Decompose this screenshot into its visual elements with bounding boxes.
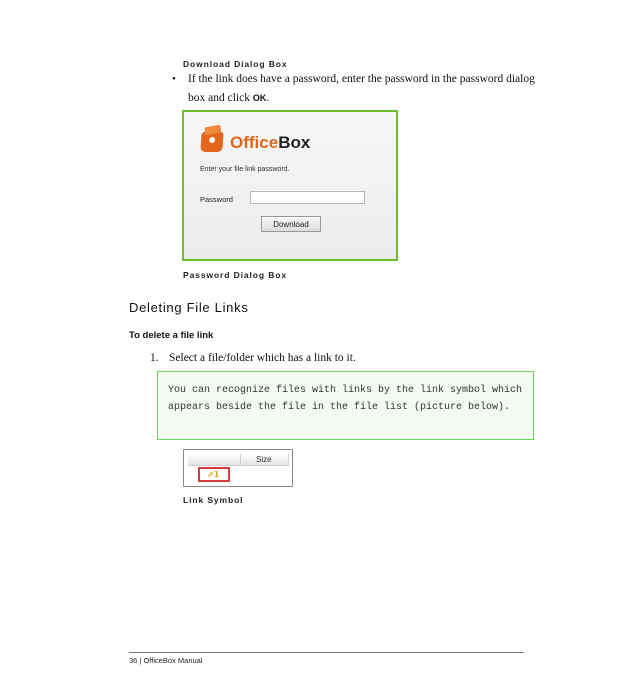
password-prompt: Enter your file link password. [200, 166, 290, 173]
size-column-label: Size [256, 455, 272, 464]
link-symbol-highlight [198, 467, 230, 482]
ok-keyword: OK [252, 93, 267, 103]
bullet-text-prefix: box and click [188, 92, 253, 104]
figure-caption-download-dialog: Download Dialog Box [183, 59, 288, 69]
logo-text-office: Office [230, 133, 279, 152]
officebox-logo-icon [200, 132, 223, 152]
figure-caption-link-symbol: Link Symbol [183, 495, 244, 505]
link-symbol-screenshot [183, 449, 293, 487]
bullet-marker: • [172, 73, 176, 85]
bullet-text-suffix: . [266, 92, 270, 104]
password-label: Password [200, 195, 233, 204]
note-box [157, 371, 534, 440]
footer-divider [129, 652, 524, 653]
section-heading: Deleting File Links [129, 300, 249, 315]
password-input[interactable] [250, 191, 365, 204]
step-text: Select a file/folder which has a link to it. [169, 352, 356, 364]
figure-caption-password-dialog: Password Dialog Box [183, 270, 288, 280]
procedure-heading: To delete a file link [129, 330, 214, 341]
step-number: 1. [150, 352, 159, 364]
page-footer: 36 | OfficeBox Manual [129, 656, 203, 665]
bullet-text-line2 [188, 88, 269, 108]
officebox-logo [230, 133, 310, 153]
column-divider [240, 454, 241, 465]
logo-text-box: Box [278, 133, 311, 152]
download-button[interactable]: Download [261, 216, 321, 232]
file-list-column-header [188, 454, 289, 466]
link-icon: ⇗1 [207, 470, 220, 479]
password-dialog-screenshot [182, 110, 398, 261]
bullet-text-line1: If the link does have a password, enter the password in the password dialog [188, 73, 535, 85]
note-text: You can recognize files with links by the link symbol which appears beside the file in the file list (picture below). [168, 385, 523, 413]
